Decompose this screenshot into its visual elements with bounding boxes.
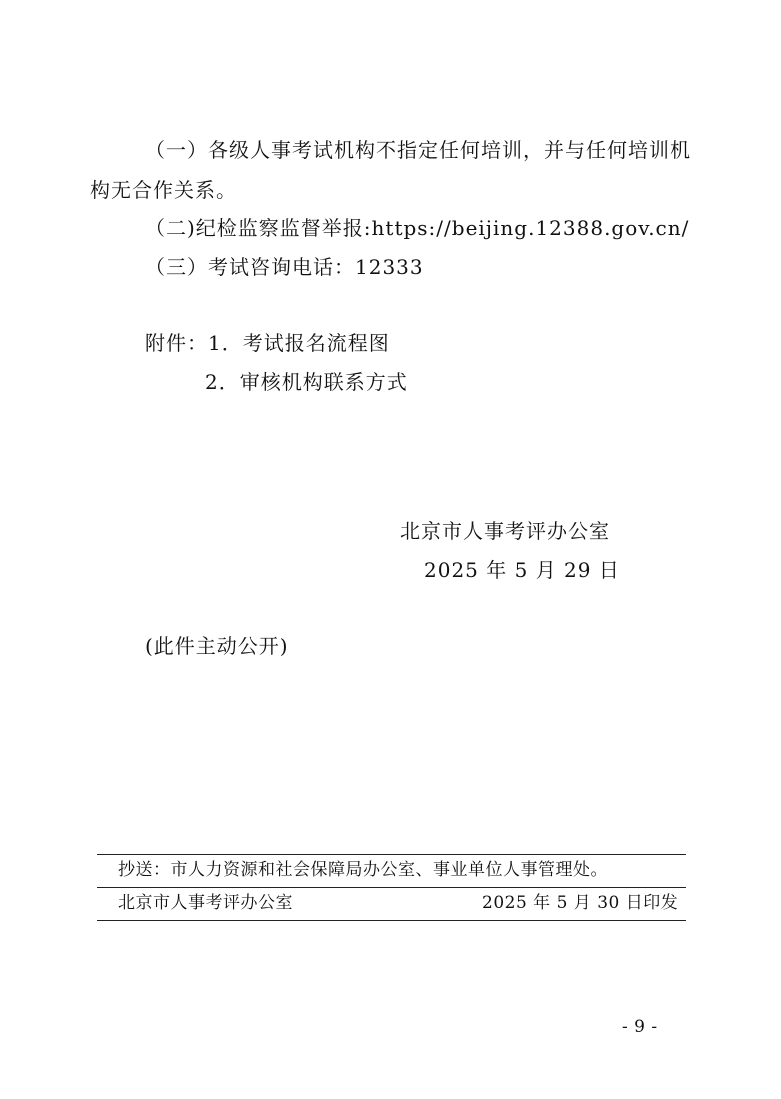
disclosure-note: (此件主动公开) [145, 634, 289, 658]
footer-rule-middle [97, 887, 686, 888]
note-item-3: （三）考试咨询电话：12333 [145, 255, 424, 279]
note-item-2: （二)纪检监察监督举报:https://beijing.12388.gov.cn/ [145, 216, 690, 240]
signature-date: 2025 年 5 月 29 日 [424, 558, 620, 582]
page-number: - 9 - [622, 1017, 658, 1037]
footer-rule-top [97, 854, 686, 855]
note-item-1-line-1: （一）各级人事考试机构不指定任何培训，并与任何培训机 [145, 138, 691, 162]
attachment-item-1: 附件：1．考试报名流程图 [145, 331, 390, 355]
footer-rule-bottom [97, 920, 686, 921]
footer-issuer: 北京市人事考评办公室 [118, 893, 293, 913]
signature-org: 北京市人事考评办公室 [400, 519, 610, 543]
attachment-item-2: 2．审核机构联系方式 [205, 370, 408, 394]
note-item-1-line-2: 构无合作关系。 [90, 178, 237, 202]
footer-print-date: 2025 年 5 月 30 日印发 [482, 893, 679, 913]
footer-cc: 抄送：市人力资源和社会保障局办公室、事业单位人事管理处。 [118, 860, 608, 880]
